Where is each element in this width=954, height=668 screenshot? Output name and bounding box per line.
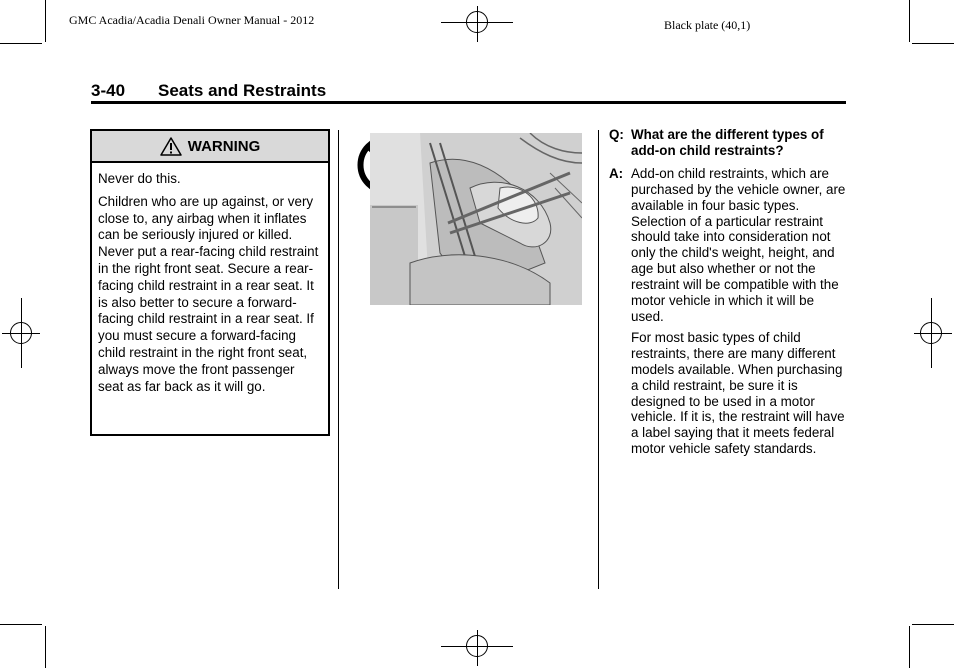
- crop-mark: [912, 624, 954, 625]
- warning-title: WARNING: [187, 137, 261, 155]
- crop-mark: [909, 626, 910, 668]
- warning-triangle-icon: [160, 137, 182, 156]
- question-row: [609, 127, 849, 159]
- warning-header: [92, 131, 328, 163]
- qa-section: [609, 127, 849, 462]
- answer-body: [631, 166, 849, 462]
- answer-paragraph: For most basic types of child restraints, there are many different models available. When purchasing a child restraint, be sure it is designed to be used in a motor vehicle. If it is, the restraint will have a label saying that it meets federal motor vehicle safety standards.: [631, 329, 845, 457]
- warning-box: [90, 129, 330, 436]
- section-title: Seats and Restraints: [158, 81, 327, 100]
- child-seat-illustration: [370, 133, 582, 305]
- crop-mark: [45, 0, 46, 42]
- warning-paragraph: Never do this.: [98, 171, 181, 186]
- answer-paragraph: Add-on child restraints, which are purchased by the vehicle owner, are available in four basic types. Selection of a particular restraint should take into consideration not only the child's weight, height, and age but also whether or not the restraint will be compatible with the motor vehicle in which it will be used.: [631, 165, 846, 324]
- answer-row: [609, 166, 849, 462]
- running-header-title: GMC Acadia/Acadia Denali Owner Manual - 2012: [69, 13, 315, 27]
- warning-paragraph: Children who are up against, or very close to, any airbag when it inflates can be seriously injured or killed. Never put a rear-facing child restraint in the right front seat. Secure a rear-facing child restraint in a rear seat. It is also better to secure a forward-facing child restraint in a rear seat. If you must secure a forward-facing child restraint in the right front seat, always move the front passenger seat as far back as it will go.: [98, 193, 319, 394]
- question-text: What are the different types of add-on child restraints?: [631, 127, 824, 158]
- section-heading: [91, 81, 326, 101]
- crop-mark: [0, 624, 42, 625]
- question-label: Q:: [609, 127, 624, 142]
- crop-mark: [909, 0, 910, 42]
- crop-mark: [45, 626, 46, 668]
- crop-mark: [912, 43, 954, 44]
- running-header-plate: Black plate (40,1): [664, 18, 751, 32]
- answer-label: A:: [609, 165, 624, 181]
- warning-body: [92, 163, 328, 395]
- crop-mark: [0, 43, 42, 44]
- column-divider: [598, 130, 599, 589]
- page-number: 3-40: [91, 81, 126, 100]
- column-divider: [338, 130, 339, 589]
- section-rule: [91, 101, 846, 104]
